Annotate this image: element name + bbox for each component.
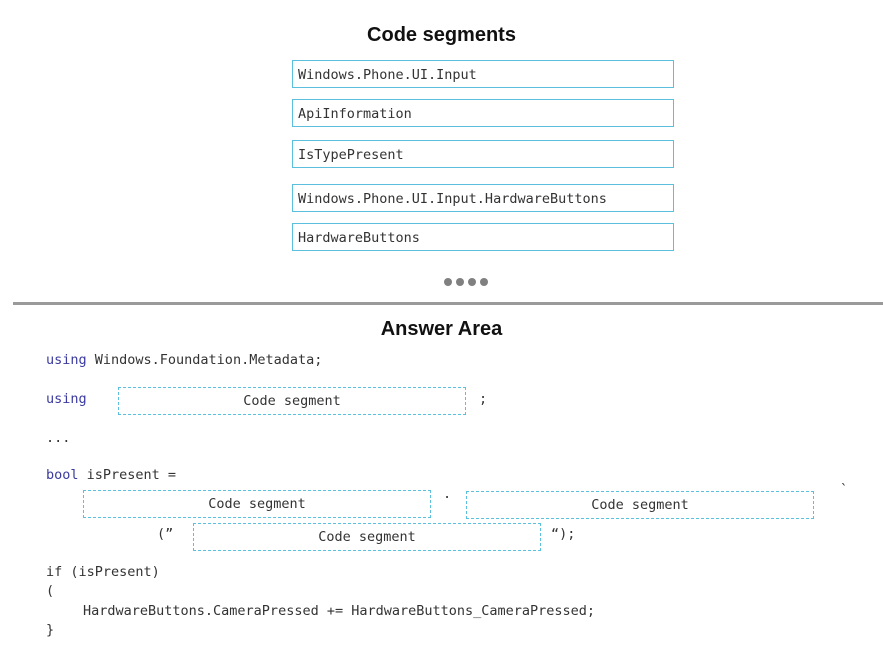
answer-area-title: Answer Area	[380, 318, 503, 340]
using-metadata-line	[46, 352, 322, 368]
code-segments-title: Code segments	[367, 24, 516, 46]
bool-keyword: bool	[46, 467, 79, 483]
code-segment-hardwarebuttons-full[interactable]: Windows.Phone.UI.Input.HardwareButtons	[292, 184, 674, 212]
using-namespace: Windows.Foundation.Metadata;	[86, 352, 323, 368]
more-dots-icon	[444, 278, 488, 286]
section-divider	[13, 302, 883, 305]
bool-line	[46, 467, 176, 483]
bool-declaration: isPresent =	[78, 467, 177, 483]
answer-target-using[interactable]: Code segment	[118, 387, 466, 415]
if-line: if (isPresent)	[46, 564, 160, 580]
semicolon: ;	[479, 391, 488, 407]
code-segment-apiinformation[interactable]: ApiInformation	[292, 99, 674, 127]
code-segment-istypepresent[interactable]: IsTypePresent	[292, 140, 674, 168]
answer-target-class[interactable]: Code segment	[83, 490, 431, 518]
ellipsis-line: ...	[46, 430, 71, 446]
open-paren: (”	[157, 526, 174, 542]
open-brace: (	[46, 583, 55, 599]
using-keyword-2: using	[46, 391, 87, 407]
member-dot: .	[443, 486, 452, 502]
code-segment-windows-phone-ui-input[interactable]: Windows.Phone.UI.Input	[292, 60, 674, 88]
answer-target-type-name[interactable]: Code segment	[193, 523, 541, 551]
close-paren: “);	[551, 526, 576, 542]
close-brace: }	[46, 622, 55, 638]
backtick: `	[840, 482, 849, 498]
camera-pressed-line: HardwareButtons.CameraPressed += HardwareButtons_CameraPressed;	[83, 603, 596, 619]
code-segment-hardwarebuttons[interactable]: HardwareButtons	[292, 223, 674, 251]
answer-target-method[interactable]: Code segment	[466, 491, 814, 519]
using-keyword: using	[46, 352, 87, 368]
